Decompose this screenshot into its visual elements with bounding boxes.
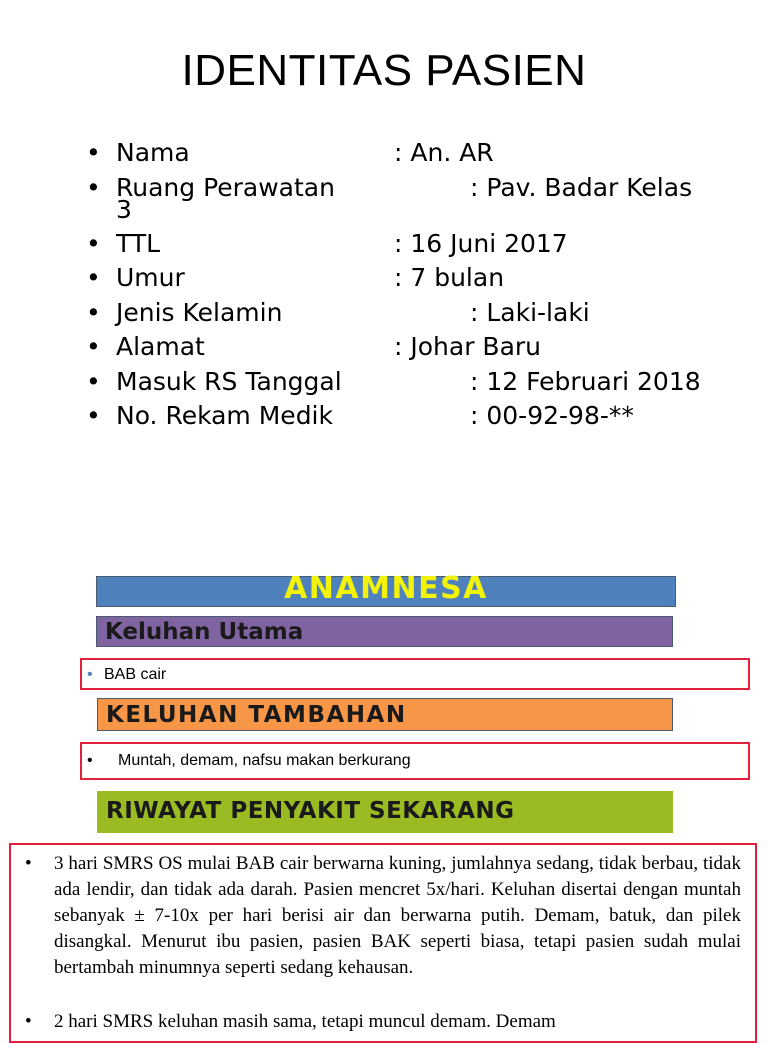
identity-label: Nama: [116, 138, 190, 167]
bullet: •: [25, 853, 32, 874]
keluhan-tambahan-banner: [97, 698, 673, 731]
identity-value: : Laki-laki: [470, 297, 590, 327]
bullet: •: [86, 401, 101, 430]
bullet: •: [25, 1011, 32, 1032]
identity-label: Ruang Perawatan: [116, 172, 335, 202]
identity-label: Alamat: [116, 332, 205, 361]
anamnesa-heading: ANAMNESA: [284, 571, 488, 606]
identity-value-wrap: 3: [116, 194, 132, 224]
identity-value: : 00-92-98-**: [470, 401, 634, 430]
bullet: •: [86, 332, 101, 361]
bullet: •: [86, 263, 101, 292]
keluhan-tambahan-text: Muntah, demam, nafsu makan berkurang: [118, 752, 411, 769]
identity-value: : 7 bulan: [394, 263, 505, 292]
bullet: •: [87, 752, 93, 769]
identity-value: : Johar Baru: [394, 332, 542, 361]
identity-label: Jenis Kelamin: [116, 297, 283, 327]
keluhan-utama-heading: Keluhan Utama: [105, 619, 304, 645]
identity-value: : An. AR: [394, 138, 494, 167]
identity-label: No. Rekam Medik: [116, 401, 333, 430]
riwayat-banner: [97, 791, 673, 833]
riwayat-paragraph: [25, 851, 741, 981]
riwayat-paragraph-text: 3 hari SMRS OS mulai BAB cair berwarna kuning, jumlahnya sedang, tidak berbau, tidak ada lendir, dan tidak ada darah. Pasien mencret 5x/hari. Keluhan disertai dengan muntah sebanyak ± 7-10x per hari berisi air dan berwarna putih. Demam, batuk, dan pilek disangkal. Menurut ibu pasien, pasien BAK seperti biasa, tetapi pasien sudah mulai bertambah minumnya seperti sedang kehausan.: [54, 853, 741, 978]
bullet: •: [86, 172, 101, 202]
anamnesa-banner: [96, 571, 676, 607]
keluhan-tambahan-box: [80, 742, 750, 780]
riwayat-paragraph: [25, 1009, 741, 1035]
identity-label: TTL: [116, 228, 161, 258]
identity-value: : 16 Juni 2017: [394, 228, 568, 258]
bullet: •: [86, 297, 101, 327]
identity-label: Masuk RS Tanggal: [116, 366, 342, 396]
keluhan-utama-box: [80, 658, 750, 690]
riwayat-heading: RIWAYAT PENYAKIT SEKARANG: [106, 798, 515, 824]
keluhan-utama-banner: [96, 616, 673, 647]
riwayat-box: [9, 843, 757, 1043]
identity-value: : Pav. Badar Kelas: [470, 172, 693, 202]
identity-value: : 12 Februari 2018: [470, 366, 701, 396]
bullet: •: [86, 138, 101, 167]
keluhan-utama-text: BAB cair: [104, 666, 167, 683]
bullet: •: [86, 366, 101, 396]
page-title: IDENTITAS PASIEN: [181, 46, 587, 95]
keluhan-tambahan-heading: KELUHAN TAMBAHAN: [106, 702, 407, 728]
identity-label: Umur: [116, 263, 185, 292]
riwayat-paragraph-text: 2 hari SMRS keluhan masih sama, tetapi muncul demam. Demam: [54, 1011, 556, 1032]
bullet: •: [86, 228, 101, 258]
bullet: •: [87, 666, 93, 683]
